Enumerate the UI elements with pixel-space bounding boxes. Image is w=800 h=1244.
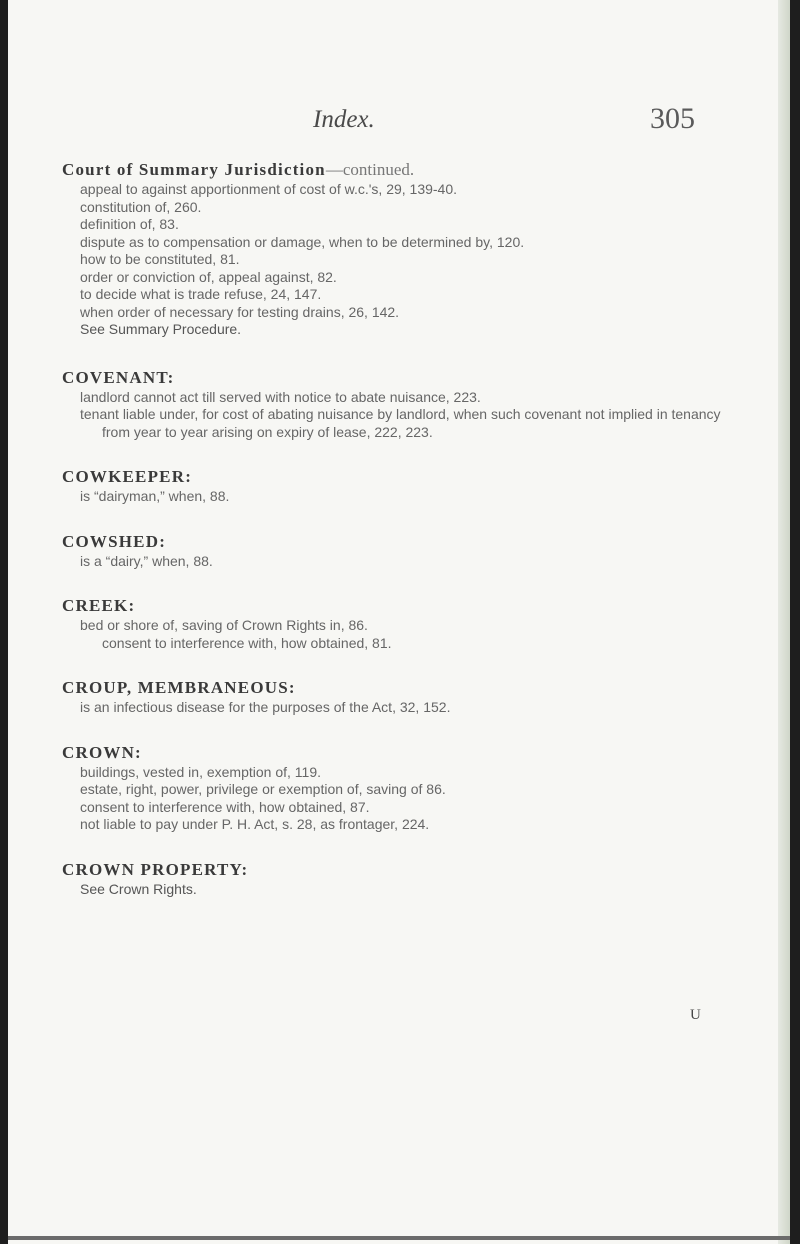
index-entry-creek bbox=[62, 595, 742, 652]
sub-entry: appeal to against apportionment of cost of w.c.'s, 29, 139-40. bbox=[80, 181, 458, 197]
sub-entry: is a “dairy,” when, 88. bbox=[80, 552, 213, 569]
sub-entry: bed or shore of, saving of Crown Rights in, 86. bbox=[80, 617, 368, 633]
sub-entry: not liable to pay under P. H. Act, s. 28, as frontager, 224. bbox=[80, 816, 430, 832]
see-also-reference: See Summary Procedure. bbox=[80, 321, 242, 337]
entry-heading: COWSHED: bbox=[62, 531, 167, 551]
see-also-reference: See Crown Rights. bbox=[80, 880, 197, 897]
sub-entry: definition of, 83. bbox=[80, 216, 179, 232]
bottom-rule bbox=[8, 1236, 790, 1240]
sub-entry: how to be constituted, 81. bbox=[80, 251, 240, 267]
sub-entry: tenant liable under, for cost of abating nuisance by landlord, when such covenant not implied in tenancy from year to year arising on expiry of lease, 222, 223. bbox=[80, 406, 721, 440]
signature-mark: U bbox=[690, 1007, 701, 1023]
sub-entry: landlord cannot act till served with notice to abate nuisance, 223. bbox=[80, 388, 481, 405]
page-number: 305 bbox=[650, 102, 695, 135]
index-entry-covenant bbox=[62, 367, 742, 442]
entry-heading: CROWN PROPERTY: bbox=[62, 859, 249, 879]
index-page bbox=[8, 0, 790, 1244]
entry-heading: CREEK: bbox=[62, 596, 136, 615]
entry-heading: COWKEEPER: bbox=[62, 467, 193, 486]
sub-entry: is “dairyman,” when, 88. bbox=[80, 488, 230, 504]
running-head-title: Index. bbox=[313, 106, 375, 133]
sub-entry: consent to interference with, how obtained, 81. bbox=[102, 634, 392, 651]
sub-entry: consent to interference with, how obtained, 87. bbox=[80, 798, 370, 815]
entry-heading: COVENANT: bbox=[62, 367, 175, 387]
index-entry-court-of-summary-jurisdiction bbox=[62, 159, 742, 339]
index-entry-cowshed bbox=[62, 531, 742, 571]
index-entry-crown bbox=[62, 742, 742, 834]
entry-continued-note: —continued. bbox=[325, 160, 415, 179]
sub-entry: to decide what is trade refuse, 24, 147. bbox=[80, 286, 322, 302]
index-entry-crown-property bbox=[62, 859, 742, 899]
sub-entry: buildings, vested in, exemption of, 119. bbox=[80, 763, 322, 780]
entry-heading: CROUP, MEMBRANEOUS: bbox=[62, 678, 296, 697]
sub-entry: constitution of, 260. bbox=[80, 198, 202, 215]
sub-entry: dispute as to compensation or damage, when to be determined by, 120. bbox=[80, 233, 525, 250]
entry-heading: Court of Summary Jurisdiction bbox=[62, 160, 326, 179]
index-entry-croup-membraneous bbox=[62, 677, 742, 717]
sub-entry: estate, right, power, privilege or exemption of, saving of 86. bbox=[80, 781, 446, 797]
index-entries bbox=[62, 159, 742, 898]
sub-entry: order or conviction of, appeal against, 82. bbox=[80, 268, 337, 285]
index-entry-cowkeeper bbox=[62, 466, 742, 506]
running-head bbox=[8, 102, 790, 142]
entry-heading: CROWN: bbox=[62, 742, 142, 762]
sub-entry: is an infectious disease for the purposes of the Act, 32, 152. bbox=[80, 699, 451, 715]
sub-entry: when order of necessary for testing drains, 26, 142. bbox=[80, 303, 400, 320]
page-edge bbox=[778, 0, 790, 1244]
